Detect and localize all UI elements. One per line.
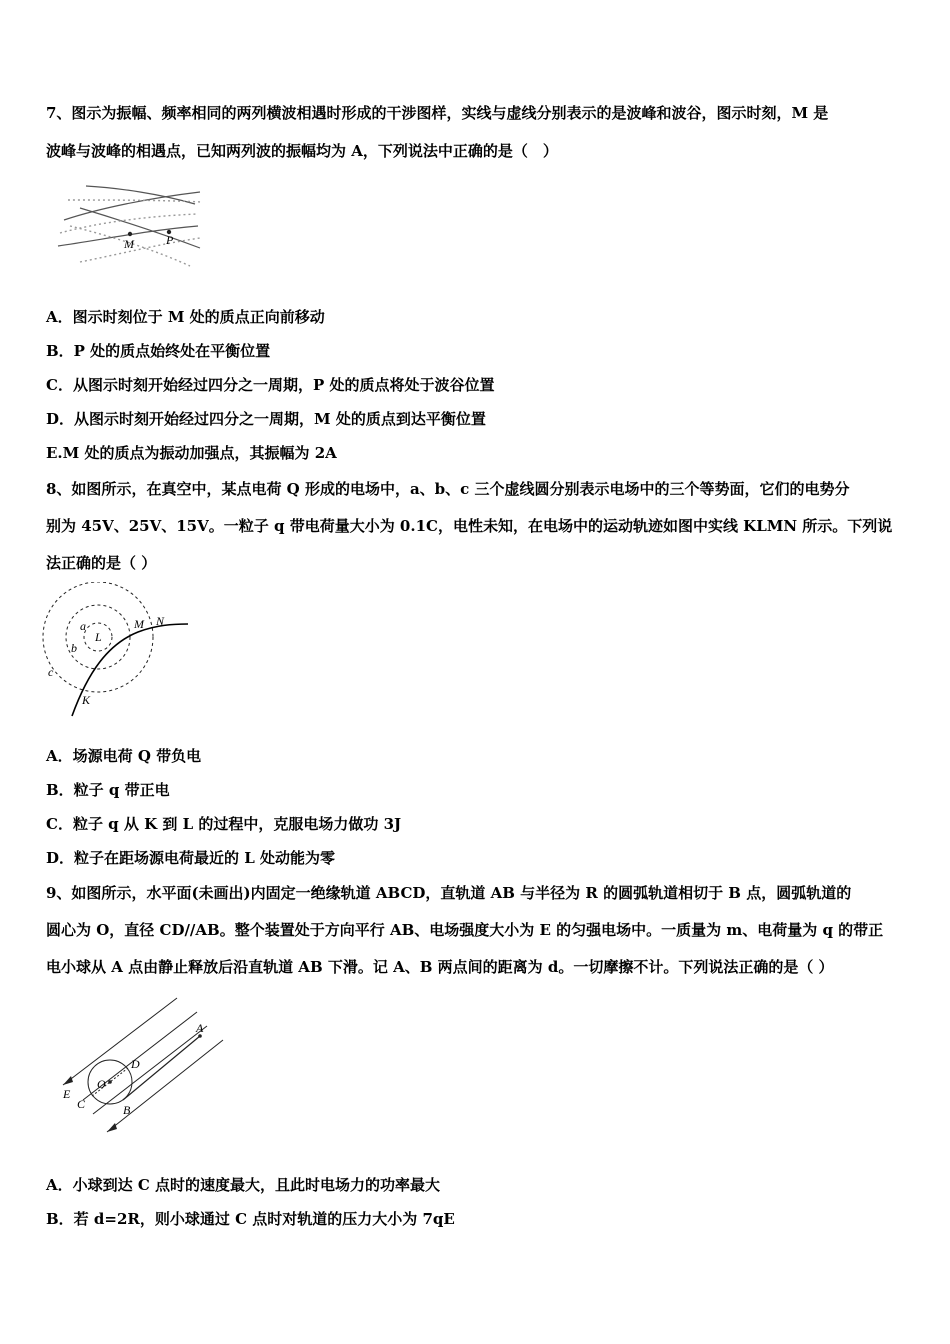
q9-stem-line3: 电小球从 A 点由静止释放后沿直轨道 AB 下滑。记 A、B 两点间的距离为 d。一切摩擦不计。下列说法正确的是（ ） <box>46 958 834 976</box>
q9-stem-line2: 圆心为 O，直径 CD//AB。整个装置处于方向平行 AB、电场强度大小为 E 的匀强电场中。一质量为 m、电荷量为 q 的带正 <box>46 921 884 939</box>
label-L: L <box>95 630 102 644</box>
label-E: E <box>63 1087 71 1101</box>
q9-stem-line1: 9、如图所示，水平面(未画出)内固定一绝缘轨道 ABCD，直轨道 AB 与半径为 R 的圆弧轨道相切于 B 点，圆弧轨道的 <box>46 884 852 902</box>
label-a: a <box>80 619 86 633</box>
q9-option-a: A．小球到达 C 点时的速度最大，且此时电场力的功率最大 <box>46 1176 441 1194</box>
field-arrow <box>63 1076 73 1085</box>
field-line <box>107 1040 223 1132</box>
q8-option-a: A．场源电荷 Q 带负电 <box>46 747 202 765</box>
crest-line <box>64 192 200 220</box>
label-A: A <box>196 1021 204 1035</box>
q7-option-b: B．P 处的质点始终处在平衡位置 <box>46 342 271 360</box>
q8-equipotential-figure <box>38 582 198 722</box>
q7-option-e: E.M 处的质点为振动加强点，其振幅为 2A <box>46 444 337 462</box>
label-M: M <box>124 237 134 251</box>
point-M <box>128 232 132 236</box>
label-C: C <box>77 1097 86 1111</box>
label-K: K <box>82 693 91 707</box>
q8-stem-line1: 8、如图所示，在真空中，某点电荷 Q 形成的电场中，a、b、c 三个虚线圆分别表示电场中的三个等势面，它们的电势分 <box>46 480 850 498</box>
label-P: P <box>166 233 174 247</box>
label-b: b <box>71 641 77 655</box>
field-arrow <box>107 1123 117 1132</box>
label-O: O <box>97 1077 106 1091</box>
q7-stem-line2: 波峰与波峰的相遇点，已知两列波的振幅均为 A，下列说法中正确的是（ ） <box>46 142 558 160</box>
q8-stem-line3: 法正确的是（ ） <box>46 554 157 572</box>
q8-option-d: D．粒子在距场源电荷最近的 L 处动能为零 <box>46 849 336 867</box>
label-N: N <box>156 614 165 628</box>
q8-option-c: C．粒子 q 从 K 到 L 的过程中，克服电场力做功 3J <box>46 815 402 833</box>
q9-option-b: B．若 d=2R，则小球通过 C 点时对轨道的压力大小为 7qE <box>46 1210 455 1228</box>
label-c: c <box>48 665 54 679</box>
q9-track-figure <box>55 990 235 1140</box>
q7-option-a: A．图示时刻位于 M 处的质点正向前移动 <box>46 308 325 326</box>
center-O <box>108 1080 112 1084</box>
q8-stem-line2: 别为 45V、25V、15V。一粒子 q 带电荷量大小为 0.1C，电性未知，在电场中的运动轨迹如图中实线 KLMN 所示。下列说 <box>46 517 893 535</box>
label-D: D <box>131 1057 140 1071</box>
q7-interference-figure <box>50 178 210 273</box>
q7-stem-line1: 7、图示为振幅、频率相同的两列横波相遇时形成的干涉图样，实线与虚线分别表示的是波峰和波谷，图示时刻，M 是 <box>46 104 829 122</box>
label-B: B <box>123 1103 131 1117</box>
q7-option-c: C．从图示时刻开始经过四分之一周期，P 处的质点将处于波谷位置 <box>46 376 495 394</box>
q7-option-d: D．从图示时刻开始经过四分之一周期，M 处的质点到达平衡位置 <box>46 410 486 428</box>
q8-option-b: B．粒子 q 带正电 <box>46 781 170 799</box>
label-M: M <box>134 617 144 631</box>
field-line <box>93 1026 207 1114</box>
